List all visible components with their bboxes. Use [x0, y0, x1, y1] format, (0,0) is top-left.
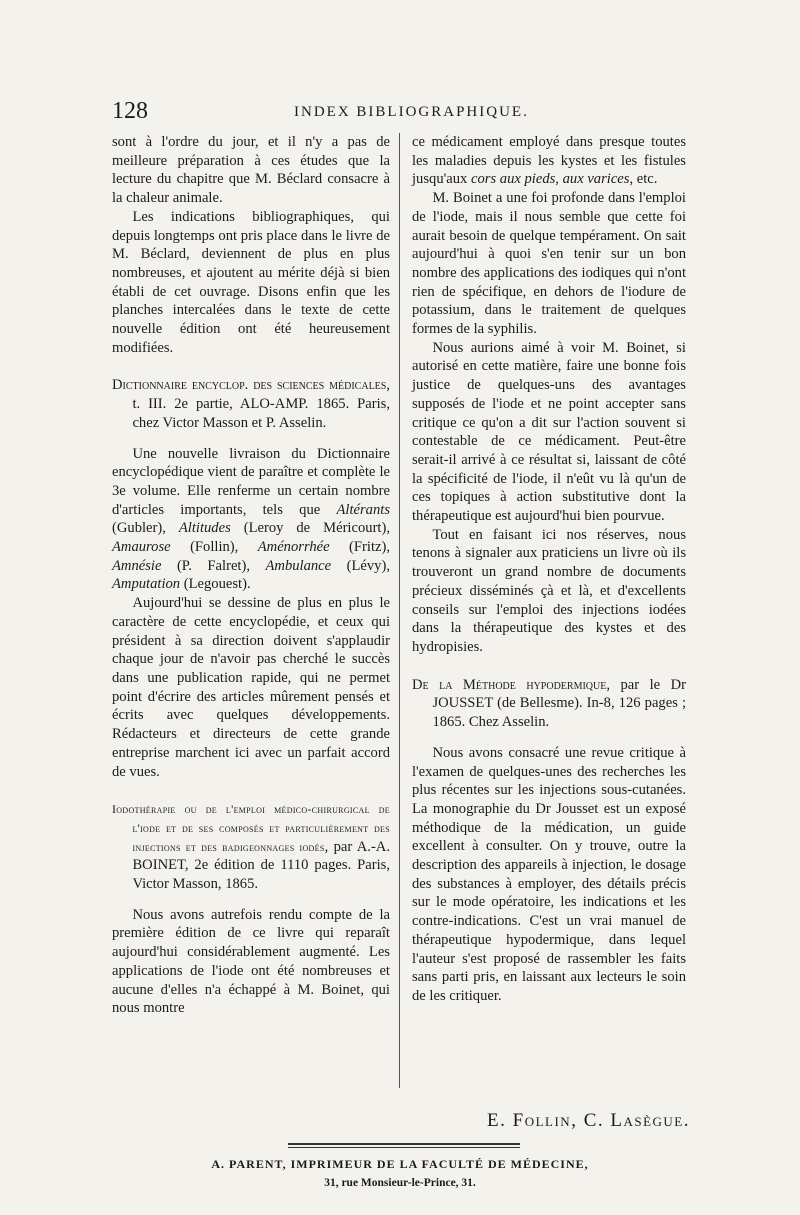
page-number: 128 [112, 98, 148, 124]
running-title: INDEX BIBLIOGRAPHIQUE. [294, 104, 529, 120]
right-column [412, 133, 686, 1006]
entry-details: , par le Dr JOUSSET (de Bellesme). In-8, 126 pages ; 1865. Chez Asselin. [432, 676, 686, 731]
article-term: Altitudes [178, 520, 231, 537]
entry-title: De la Méthode hypodermique [412, 676, 607, 693]
entry-details: , t. III. 2e partie, ALO-AMP. 1865. Paris, chez Victor Masson et P. Asselin. [132, 377, 390, 431]
printer-imprint: A. PARENT, IMPRIMEUR DE LA FACULTÉ DE MÉDECINE, [211, 1157, 589, 1171]
paragraph: ce médicament employé dans presque toutes les maladies depuis les kystes et les fistules jusqu'aux cors aux pieds, aux varices, etc. [412, 134, 686, 188]
paragraph: Nous aurions aimé à voir M. Boinet, si autorisé en cette matière, faire une bonne fois justice de quelques-uns des avantages supposés de l'iode et ne point accepter sans critique ce qu'on a dit sur l'action souvent si contestable de ce médicament. Peut-être serait-il arrivé à ce résultat si, laissant de côté la spécificité de l'iode, il n'eût vu là qu'un de ces topiques à action substitutive dont la thérapeutique est aujourd'hui bien pourvue. [412, 339, 686, 525]
footer-rule [288, 1147, 520, 1148]
entry-details: , par A.-A. BOINET, 2e édition de 1110 pages. Paris, Victor Masson, 1865. [132, 838, 390, 893]
article-term: Amaurose [112, 539, 171, 556]
author-signature: E. Follin, C. Lasègue. [487, 1110, 690, 1131]
article-term: Ambulance [265, 557, 332, 574]
article-term: Amnésie [112, 557, 162, 574]
paragraph: Nous avons consacré une revue critique à l'examen de quelques-unes des recherches les plus récentes sur les injections sous-cutanées. La monographie du Dr Jousset est un exposé méthodique de la médication, un guide excellent à consulter. On y trouve, outre la description des appareils à injection, le dosage des substances à employer, des détails précis sur le mode opératoire, les indications et les contre-indications. C'est un vrai manuel de thérapeutique hypodermique, dans lequel l'auteur s'est proposé de rassembler les faits sans parti pris, en laissant aux lecteurs le soin de les critiquer. [412, 744, 686, 1004]
left-column [112, 133, 390, 1018]
paragraph: Les indications bibliographiques, qui depuis longtemps ont pris place dans le livre de M. Béclard, deviennent de plus en plus nombreuses, et ajoutent au mérite déjà si bien établi de cet ouvrage. Disons enfin que les planches intercalées dans le texte de cette nouvelle édition ont été heureusement modifiées. [112, 208, 390, 356]
paragraph: sont à l'ordre du jour, et il n'y a pas de meilleure préparation à ces études que la lecture du chapitre que M. Béclard consacre à la chaleur animale. [112, 134, 390, 207]
paragraph: Tout en faisant ici nos réserves, nous tenons à signaler aux praticiens un livre où ils trouveront un grand nombre de documents précieux disséminés çà et là, et d'excellents conseils sur l'emploi des injections iodées dans la thérapeutique des kystes et des hydropisies. [412, 526, 686, 655]
entry-title: Dictionnaire encyclop. des sciences médicales [112, 377, 387, 394]
bibliography-entry [412, 676, 686, 732]
printer-address: 31, rue Monsieur-le-Prince, 31. [324, 1177, 476, 1189]
column-divider [399, 133, 400, 1088]
paragraph: Nous avons autrefois rendu compte de la première édition de ce livre qui reparaît aujourd'hui considérablement augmenté. Les applications de l'iode ont été nombreuses et aucune d'elles n'a échappé à M. Boinet, qui nous montre [112, 906, 390, 1017]
article-term: Aménorrhée [257, 539, 330, 556]
bibliography-entry [112, 800, 390, 894]
paragraph: M. Boinet a une foi profonde dans l'emploi de l'iode, mais il nous semble que cette foi aurait besoin de quelque tempérament. On sait aujourd'hui à quoi s'en tenir sur un bon nombre des applications des iodiques qui n'ont rien de spécifique, en dehors de l'iodure de potassium, dans le traitement de quelques formes de la syphilis. [412, 190, 686, 338]
entry-title: Iodothérapie ou de l'emploi médico-chirurgical de l'iode et de ses composés et particulièrement des injections et des badigeonnages iodés [112, 802, 390, 854]
bibliography-entry [112, 376, 390, 432]
footer-rule [288, 1143, 520, 1145]
paragraph: Aujourd'hui se dessine de plus en plus le caractère de cette encyclopédie, et ceux qui président à sa direction doivent s'applaudir chaque jour de n'avoir pas cherché le succès dans une publication rapide, qui ne permet point d'écrire des articles mûrement pensés et écrits avec quelques développements. Rédacteurs et directeurs de cette grande entreprise marchent ici avec un parfait accord de vues. [112, 595, 390, 780]
paragraph: Une nouvelle livraison du Dictionnaire encyclopédique vient de paraître et complète le 3e volume. Elle renferme un certain nombre d'articles importants, tels que Altérants (Gubler), Altitudes (Leroy de Méricourt), Amaurose (Follin), Aménorrhée (Fritz), Amnésie (P. Falret), Ambulance (Lévy), Amputation (Legouest). [112, 445, 390, 593]
page-header [112, 98, 698, 124]
article-term: Amputation [112, 576, 181, 593]
article-term: Altérants [336, 501, 390, 518]
